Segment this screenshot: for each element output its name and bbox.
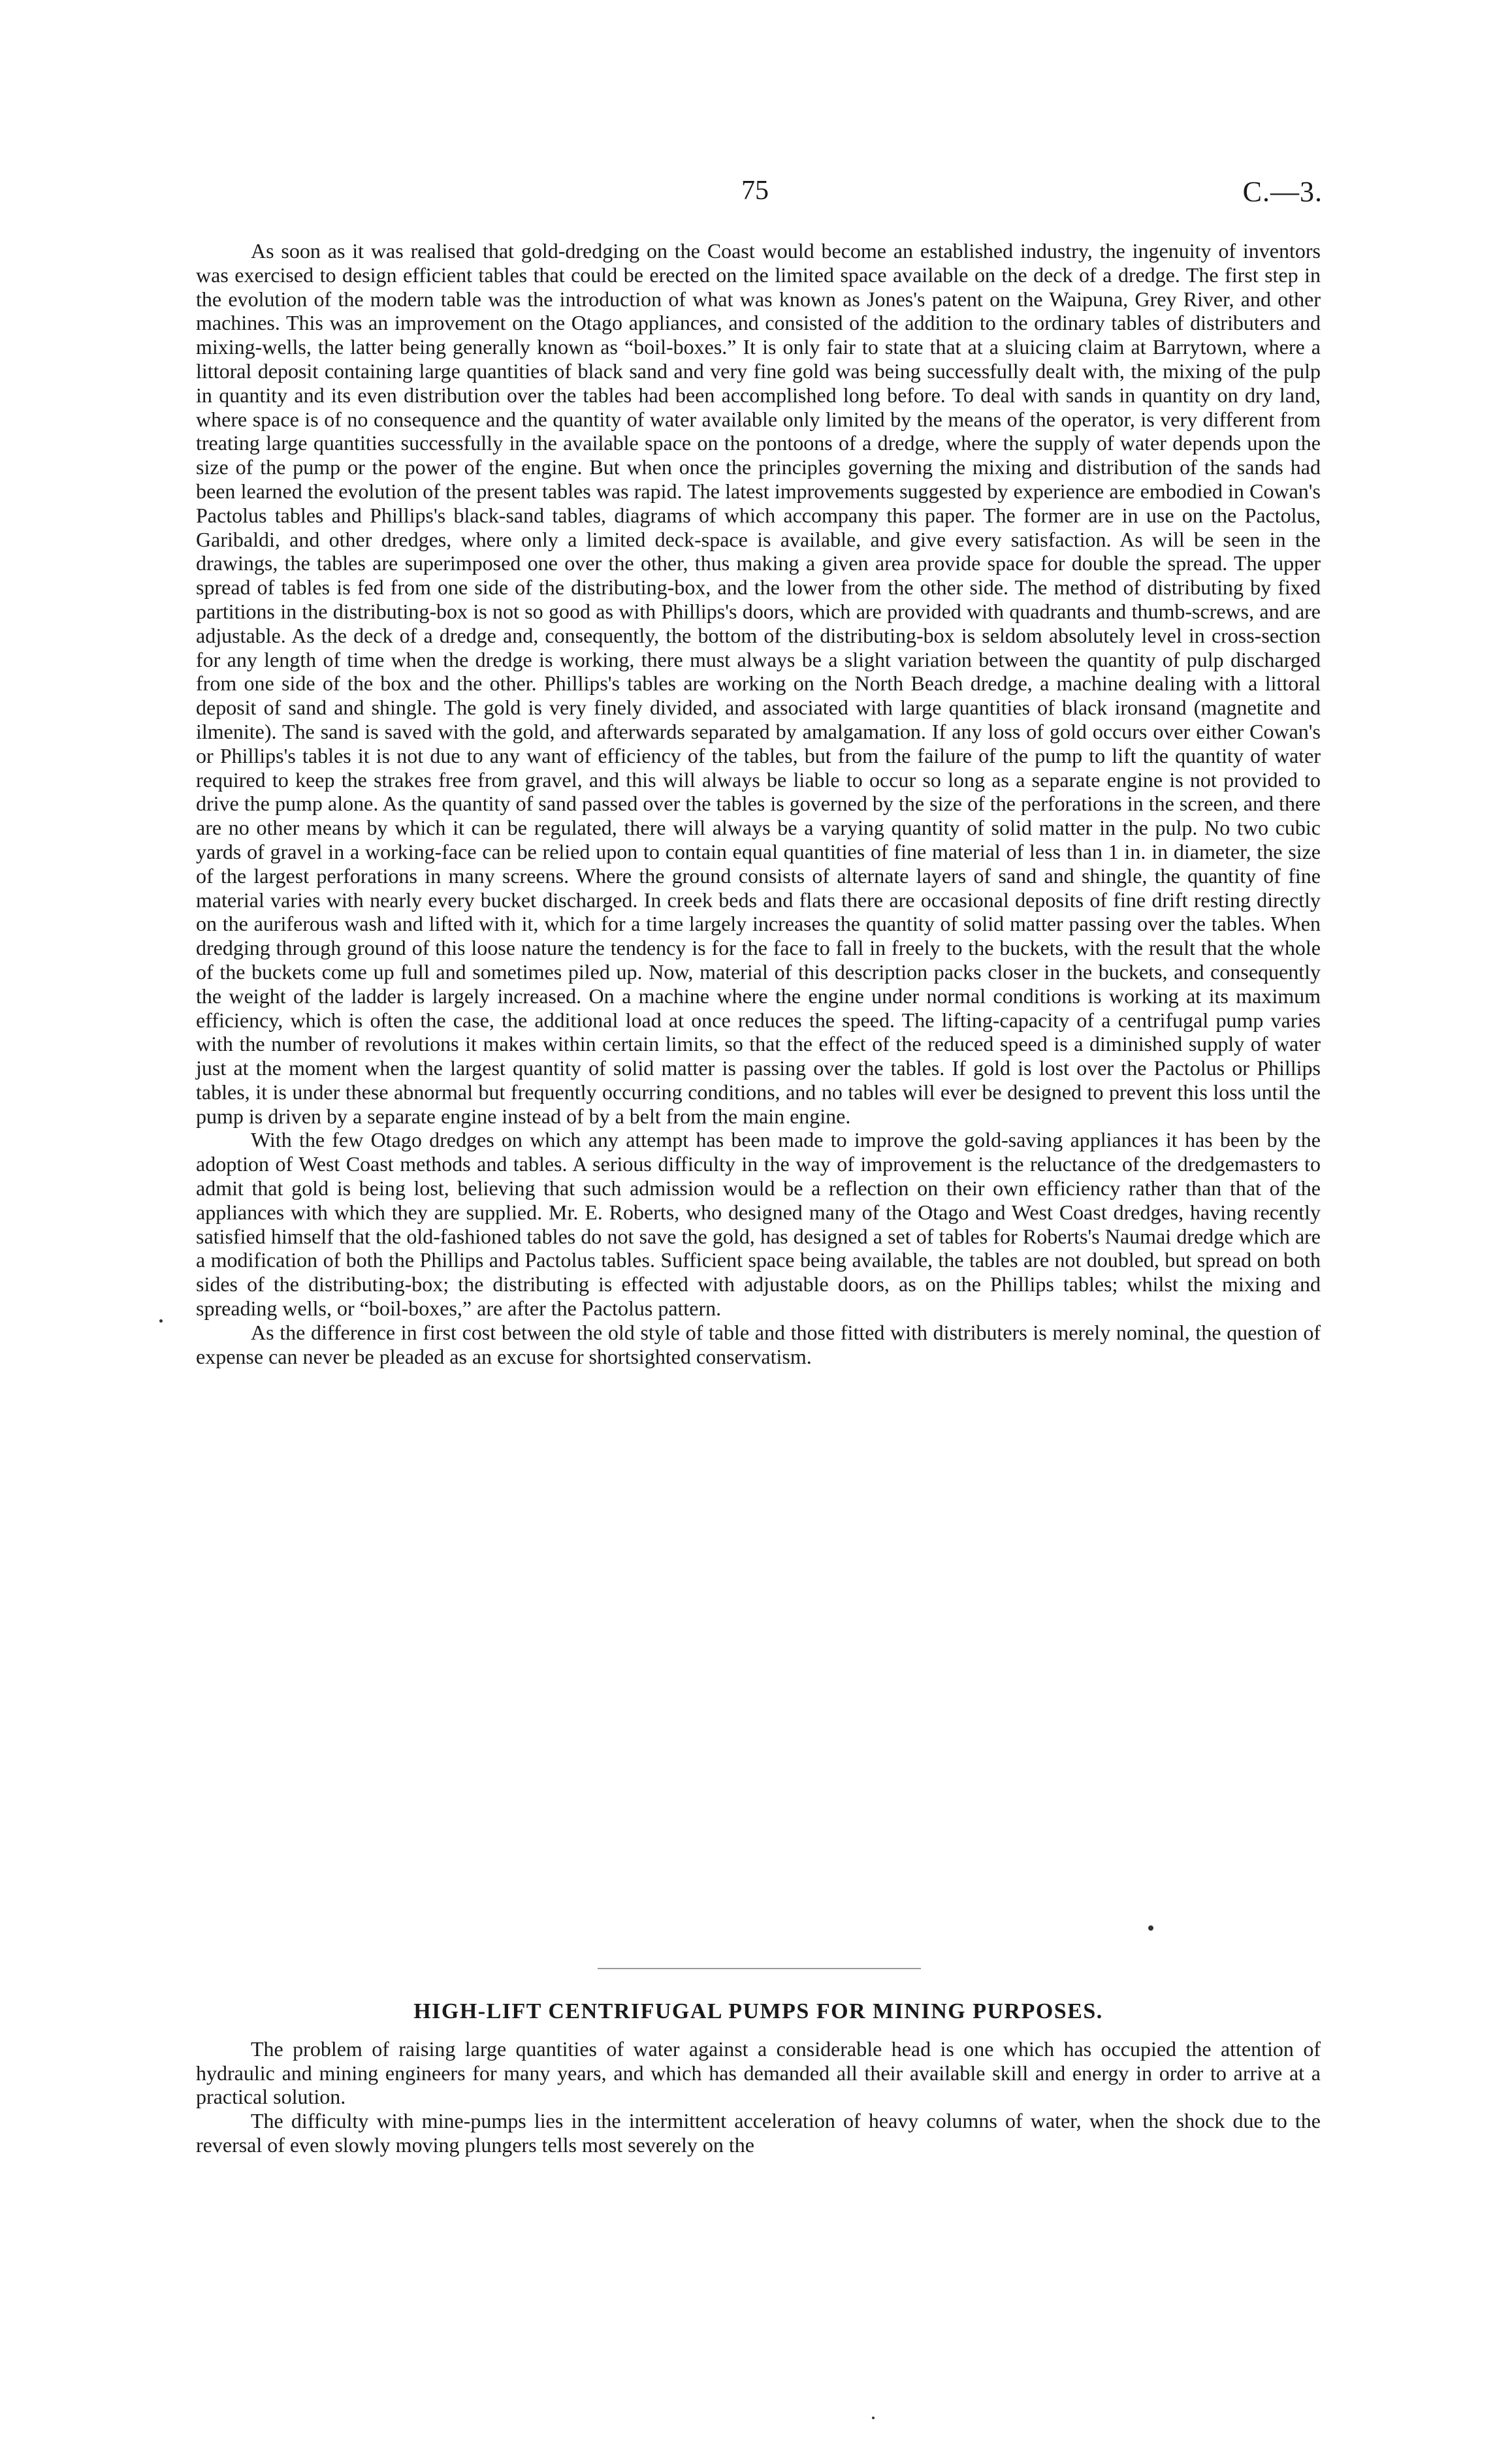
- section-paragraph: The difficulty with mine-pumps lies in the intermittent acceleration of heavy columns of water, when the shock due to the reversal of even slowly moving plungers tells most severely on the: [196, 2109, 1321, 2157]
- section-heading: HIGH-LIFT CENTRIFUGAL PUMPS FOR MINING PURPOSES.: [413, 1999, 1103, 2023]
- section-centrifugal-pumps: [196, 2000, 1321, 2157]
- paragraph-first-cost: As the difference in first cost between the old style of table and those fitted with distributers is merely nominal, the question of expense can never be pleaded as an excuse for shortsighted conservatism.: [196, 1320, 1321, 1368]
- ink-speck: [872, 2417, 875, 2419]
- page-header: [0, 175, 1512, 214]
- page-number: 75: [741, 176, 769, 206]
- paragraph-gold-dredging-tables: As soon as it was realised that gold-dredging on the Coast would become an established industry, the ingenuity of inventors was exercised to design efficient tables that could be erected on the limited space available on the deck of a dredge. The first step in the evolution of the modern table was the introduction of what was known as Jones's patent on the Waipuna, Grey River, and other machines. This was an improvement on the Otago appliances, and consisted of the addition to the ordinary tables of distributers and mixing-wells, the latter being generally known as “boil-boxes.” It is only fair to state that at a sluicing claim at Barrytown, where a littoral deposit containing large quantities of black sand and very fine gold was being successfully dealt with, the mixing of the pulp in quantity and its even distribution over the tables had been accomplished long before. To deal with sands in quantity on dry land, where space is of no consequence and the quantity of water available only limited by the means of the operator, is very different from treating large quantities successfully in the available space on the pontoons of a dredge, where the supply of water depends upon the size of the pump or the power of the engine. But when once the principles governing the mixing and distribution of the sands had been learned the evolution of the present tables was rapid. The latest improvements suggested by experience are embodied in Cowan's Pactolus tables and Phillips's black-sand tables, diagrams of which accompany this paper. The former are in use on the Pactolus, Garibaldi, and other dredges, where only a limited deck-space is available, and give every satisfaction. As will be seen in the drawings, the tables are superimposed one over the other, thus making a given area provide space for double the spread. The upper spread of tables is fed from one side of the distributing-box, and the lower from the other side. The method of distributing by fixed partitions in the distributing-box is not so good as with Phillips's doors, which are provided with quadrants and thumb-screws, and are adjustable. As the deck of a dredge and, consequently, the bottom of the distributing-box is seldom absolutely level in cross-section for any length of time when the dredge is working, there must always be a slight variation between the quantity of pulp discharged from one side of the box and the other. Phillips's tables are working on the North Beach dredge, a machine dealing with a littoral deposit of sand and shingle. The gold is very finely divided, and associated with large quantities of black ironsand (magnetite and ilmenite). The sand is saved with the gold, and afterwards separated by amalgamation. If any loss of gold occurs over either Cowan's or Phillips's tables it is not due to any want of efficiency of the tables, but from the failure of the pump to lift the quantity of water required to keep the strakes free from gravel, and this will always be liable to occur so long as a separate engine is not provided to drive the pump alone. As the quantity of sand passed over the tables is governed by the size of the perforations in the screen, and there are no other means by which it can be regulated, there will always be a varying quantity of solid matter in the pulp. No two cubic yards of gravel in a working-face can be relied upon to contain equal quantities of fine material of less than 1 in. in diameter, the size of the largest perforations in many screens. Where the ground consists of alternate layers of sand and shingle, the quantity of fine material varies with nearly every bucket discharged. In creek beds and flats there are occasional deposits of fine drift resting directly on the auriferous wash and lifted with it, which for a time largely increases the quantity of solid matter passing over the tables. When dredging through ground of this loose nature the tendency is for the face to fall in freely to the buckets, with the result that the whole of the buckets come up full and sometimes piled up. Now, material of this description packs closer in the buckets, and consequently the weight of the ladder is largely increased. On a machine where the engine under normal conditions is working at its maximum efficiency, which is often the case, the additional load at once reduces the speed. The lifting-capacity of a centrifugal pump varies with the number of revolutions it makes within certain limits, so that the effect of the reduced speed is a diminished supply of water just at the moment when the largest quantity of solid matter is passing over the tables. If gold is lost over the Pactolus or Phillips tables, it is under these abnormal but frequently occurring conditions, and no tables will ever be designed to prevent this loss until the pump is driven by a separate engine instead of by a belt from the main engine.: [196, 239, 1321, 1128]
- document-reference: C.—3.: [1242, 176, 1323, 208]
- paragraph-otago-dredges: With the few Otago dredges on which any attempt has been made to improve the gold-saving appliances it has been by the adoption of West Coast methods and tables. A serious difficulty in the way of improvement is the reluctance of the dredgemasters to admit that gold is being lost, believing that such admission would be a reflection on their own efficiency rather than that of the appliances with which they are supplied. Mr. E. Roberts, who designed many of the Otago and West Coast dredges, having recently satisfied himself that the old-fashioned tables do not save the gold, has designed a set of tables for Roberts's Naumai dredge which are a modification of both the Phillips and Pactolus tables. Sufficient space being available, the tables are not doubled, but spread on both sides of the distributing-box; the distributing is effected with adjustable doors, as on the Phillips tables; whilst the mixing and spreading wells, or “boil-boxes,” are after the Pactolus pattern.: [196, 1128, 1321, 1321]
- section-paragraph: The problem of raising large quantities of water against a considerable head is one which has occupied the attention of hydraulic and mining engineers for many years, and which has demanded all their available skill and energy in order to arrive at a practical solution.: [196, 2036, 1321, 2109]
- ink-speck: [1148, 1925, 1153, 1931]
- section-divider: [598, 1968, 921, 1969]
- body-text: [196, 239, 1321, 1368]
- ink-speck: [159, 1319, 163, 1323]
